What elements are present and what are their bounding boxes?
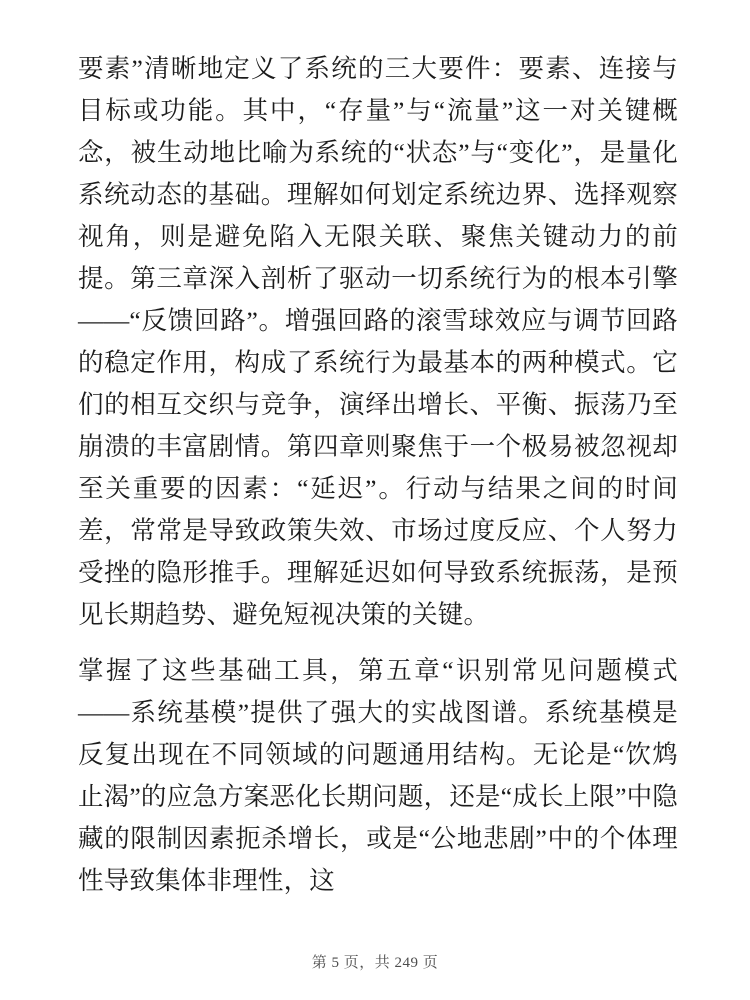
page-body bbox=[78, 48, 678, 902]
paragraph-2: 掌握了这些基础工具，第五章“识别常见问题模式——系统基模”提供了强大的实战图谱。系统基模是反复出现在不同领域的问题通用结构。无论是“饮鸩止渴”的应急方案恶化长期问题，还是“成长上限”中隐藏的限制因素扼杀增长，或是“公地悲剧”中的个体理性导致集体非理性，这 bbox=[78, 656, 678, 895]
page-footer: 第 5 页，共 249 页 bbox=[311, 955, 439, 971]
paragraph-1: 要素”清晰地定义了系统的三大要件：要素、连接与目标或功能。其中，“存量”与“流量”这一对关键概念，被生动地比喻为系统的“状态”与“变化”，是量化系统动态的基础。理解如何划定系统边界、选择观察视角，则是避免陷入无限关联、聚焦关键动力的前提。第三章深入剖析了驱动一切系统行为的根本引擎——“反馈回路”。增强回路的滚雪球效应与调节回路的稳定作用，构成了系统行为最基本的两种模式。它们的相互交织与竞争，演绎出增长、平衡、振荡乃至崩溃的丰富剧情。第四章则聚焦于一个极易被忽视却至关重要的因素：“延迟”。行动与结果之间的时间差，常常是导致政策失效、市场过度反应、个人努力受挫的隐形推手。理解延迟如何导致系统振荡，是预见长期趋势、避免短视决策的关键。 bbox=[78, 54, 678, 629]
